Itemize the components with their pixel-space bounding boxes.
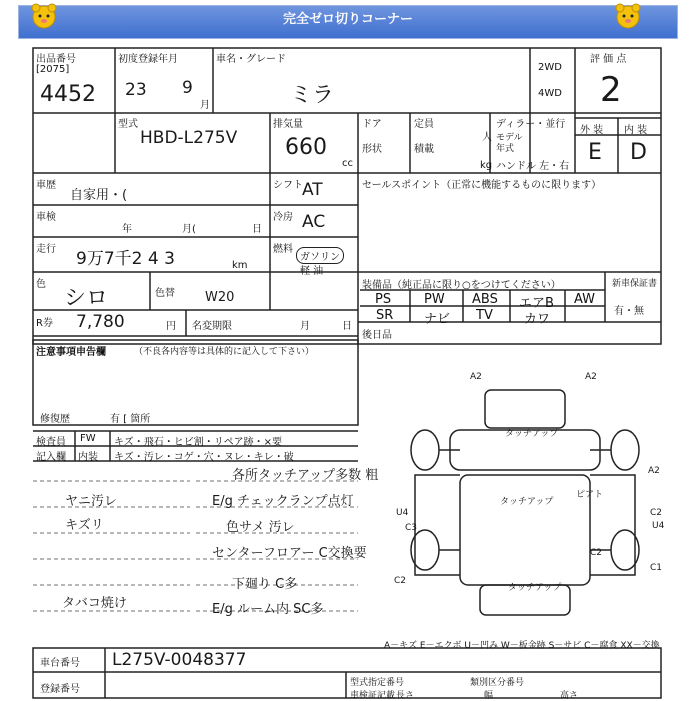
equipment-item: ナビ [424,312,451,327]
history-label: 車歴 [36,180,56,191]
inspection-label: 車検 [36,212,56,223]
score-label: 評 価 点 [590,54,627,65]
equipment-item: PS [375,292,392,307]
damage-mark: C2 [590,548,603,558]
repair-label: 修復歴 [40,414,70,425]
color-code-value: W20 [205,290,235,305]
recycle-unit: 円 [166,321,176,332]
left-note: ヤニ汚レ [65,494,118,509]
equipment-item: AW [574,292,596,307]
inner-items: キズ・汚レ・コゲ・穴・ヌレ・キレ・破 [114,452,294,463]
displacement-label: 排気量 [273,119,303,130]
equipment-item: カワ [524,312,551,327]
recycle-value: 7,780 [76,312,125,332]
first-reg-month: 9 [182,78,193,98]
handle-label: ハンドル 左・右 [496,161,570,172]
name-change-label: 名変期限 [192,321,232,332]
shape-label: 形状 [362,144,382,155]
damage-mark: U4 [396,508,409,518]
sales-points-label: セールスポイント（正常に機能するものに限ります） [362,180,602,191]
footer-label: 車検証記載 [350,691,396,701]
model-name-value: ミラ [290,83,335,108]
load-label: 積載 [414,144,434,155]
equipment-item: SR [376,308,394,323]
notes-label: 注意事項申告欄 [36,347,106,358]
damage-mark: C1 [650,563,663,573]
color-label: 色 [36,279,46,290]
model-name-label: 車名・グレード [216,54,286,65]
lot-sub: [2075] [36,64,70,75]
inspection-year: 年 [122,224,132,235]
mileage-unit: km [232,260,248,271]
doors-label: ドア [362,119,382,130]
capacity-label: 定員 [414,119,434,130]
exterior-grade: E [588,140,602,165]
banner-title: 完全ゼロ切りコーナー [282,12,413,27]
lot-label: 出品番号 [36,54,76,65]
footer-label: 長さ [396,691,415,701]
displacement-value: 660 [285,135,327,160]
kg-unit: kg [480,160,493,171]
new-car-warranty-label: 新車保証書 [612,279,658,289]
report-line: 色サメ 汚レ [226,520,295,535]
equipment-item: ABS [472,292,498,307]
chassis-label: 車台番号 [40,658,80,669]
diagram-text: タッチアップ [505,429,559,439]
name-change-day: 日 [342,321,352,332]
notes-sub: （不良各内容等は具体的に記入して下さい） [134,347,315,357]
left-note: キズリ [65,518,104,533]
report-line: E/g ルーム内 SC多 [212,602,324,617]
recycle-label: R券 [36,318,53,329]
report-line: 各所タッチアップ多数 粗 [232,468,379,483]
damage-mark: C2 [394,576,407,586]
fuel-gasoline: ガソリン [296,247,344,264]
persons-unit: 人 [482,132,492,143]
equipment-label: 装備品（純正品に限り○をつけてください） [362,280,561,291]
footer-label: 幅 [484,691,494,701]
damage-mark: C3 [405,523,418,533]
reg-label: 登録番号 [40,684,80,695]
inspector-label: 検査員 [36,437,66,448]
first-reg-unit: 月 [200,100,210,111]
aircon-label: 冷房 [273,212,293,223]
type-label: 型式 [118,119,138,130]
chassis-value: L275V-0048377 [112,650,247,670]
mileage-label: 走行 [36,244,56,255]
history-value: 自家用・( [70,188,128,203]
shift-value: AT [302,180,323,200]
warranty-value: 有・無 [614,306,644,317]
color-code-label: 色替 [155,288,175,299]
left-note: タバコ焼け [62,596,127,611]
displacement-unit: cc [342,158,353,169]
footer-label: 型式指定番号 [350,678,405,688]
four-wd: 4WD [538,88,562,99]
diagram-text: タッチアップ [500,497,554,507]
inspection-day: 日 [252,224,262,235]
color-value: シロ [64,286,109,311]
inner-label: 内装 [78,452,98,463]
damage-mark: A2 [470,372,482,382]
diagram-text: ピアト [576,490,604,500]
damage-mark: U4 [652,521,665,531]
equipment-item: TV [476,308,493,323]
dealer-label: ディラー・並行 [496,119,566,130]
report-line: センターフロアー C交換要 [212,546,367,561]
lot-number: 4452 [40,82,96,107]
legend: A－キズ E－エクボ U－凹み W－板金跡 S－サビ C－腐食 XX－交換 [384,641,660,651]
repair-value: 有 [ 箇所 [110,414,151,425]
type-value: HBD-L275V [140,128,238,148]
aircon-value: AC [302,212,326,232]
report-line: 下廻り C多 [232,577,298,592]
report-line: E/g チェックランプ点灯 [212,494,354,509]
model-year-label1: モデル [496,133,523,143]
score-value: 2 [600,70,622,110]
mileage-value: 9万7千2 4 3 [76,249,175,269]
fuel-light-oil: 軽 油 [300,266,324,277]
interior-grade: D [630,140,647,165]
model-year-label2: 年式 [496,144,515,154]
exterior-label: 外 装 [580,125,604,136]
diagram-text: タッチアップ [508,583,562,593]
footer-label: 高さ [560,691,579,701]
footer-label: 類別区分番号 [470,678,525,688]
entry-label: 記入欄 [36,452,66,463]
interior-label: 内 装 [624,125,648,136]
fw-items: キズ・飛石・ヒビ割・リペア跡・×要 [114,437,282,448]
first-reg-year: 23 [125,80,147,100]
two-wd: 2WD [538,62,562,73]
first-reg-label: 初度登録年月 [118,54,178,65]
equipment-item: エアB [519,296,554,311]
shift-label: シフト [273,180,303,191]
fw-label: FW [80,433,96,444]
name-change-month: 月 [300,321,310,332]
back-seat-label: 後日品 [362,330,392,341]
equipment-item: PW [424,292,445,307]
damage-mark: A2 [585,372,597,382]
inspection-month: 月( [182,224,196,235]
fuel-label: 燃料 [273,244,293,255]
damage-mark: C2 [650,508,663,518]
damage-mark: A2 [648,466,660,476]
